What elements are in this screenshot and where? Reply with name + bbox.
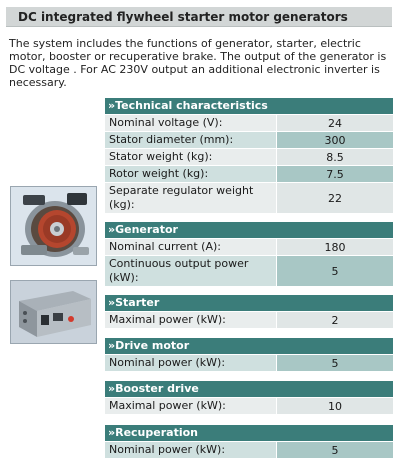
table-row bbox=[105, 312, 393, 328]
row-value: 24 bbox=[277, 115, 393, 131]
row-value: 10 bbox=[277, 398, 393, 414]
inverter-photo bbox=[10, 280, 97, 344]
row-value: 5 bbox=[277, 355, 393, 371]
row-value: 5 bbox=[277, 442, 393, 458]
table-row bbox=[105, 239, 393, 255]
row-label: Continuous output power (kW): bbox=[105, 256, 276, 286]
flywheel-motor-photo bbox=[10, 186, 97, 266]
row-label: Separate regulator weight (kg): bbox=[105, 183, 276, 213]
section-generator bbox=[105, 222, 393, 287]
row-value: 22 bbox=[277, 183, 393, 213]
row-value: 5 bbox=[277, 256, 393, 286]
table-row bbox=[105, 398, 393, 414]
row-value: 2 bbox=[277, 312, 393, 328]
page-title: DC integrated flywheel starter motor generators bbox=[6, 7, 392, 27]
section-starter bbox=[105, 295, 393, 329]
row-value: 300 bbox=[277, 132, 393, 148]
table-row bbox=[105, 115, 393, 131]
row-value: 7.5 bbox=[277, 166, 393, 182]
section-booster-drive bbox=[105, 381, 393, 415]
table-row bbox=[105, 442, 393, 458]
row-value: 8.5 bbox=[277, 149, 393, 165]
section-header: »Recuperation bbox=[105, 425, 393, 441]
row-value: 180 bbox=[277, 239, 393, 255]
section-header: »Generator bbox=[105, 222, 393, 238]
row-label: Nominal current (A): bbox=[105, 239, 276, 255]
table-row bbox=[105, 149, 393, 165]
section-header: »Drive motor bbox=[105, 338, 393, 354]
row-label: Maximal power (kW): bbox=[105, 398, 276, 414]
section-technical-characteristics bbox=[105, 98, 393, 214]
row-label: Nominal voltage (V): bbox=[105, 115, 276, 131]
table-row bbox=[105, 256, 393, 286]
row-label: Nominal power (kW): bbox=[105, 442, 276, 458]
row-label: Maximal power (kW): bbox=[105, 312, 276, 328]
row-label: Rotor weight (kg): bbox=[105, 166, 276, 182]
section-drive-motor bbox=[105, 338, 393, 372]
table-row bbox=[105, 183, 393, 213]
table-row bbox=[105, 132, 393, 148]
row-label: Nominal power (kW): bbox=[105, 355, 276, 371]
row-label: Stator weight (kg): bbox=[105, 149, 276, 165]
row-label: Stator diameter (mm): bbox=[105, 132, 276, 148]
section-header: »Booster drive bbox=[105, 381, 393, 397]
intro-paragraph: The system includes the functions of generator, starter, electric motor, booster or recuperative brake. The output of the generator is DC voltage . For AC 230V output an additional electronic inverter is necessary. bbox=[9, 37, 387, 89]
section-header: »Starter bbox=[105, 295, 393, 311]
table-row bbox=[105, 166, 393, 182]
table-row bbox=[105, 355, 393, 371]
section-recuperation bbox=[105, 425, 393, 459]
section-header: »Technical characteristics bbox=[105, 98, 393, 114]
